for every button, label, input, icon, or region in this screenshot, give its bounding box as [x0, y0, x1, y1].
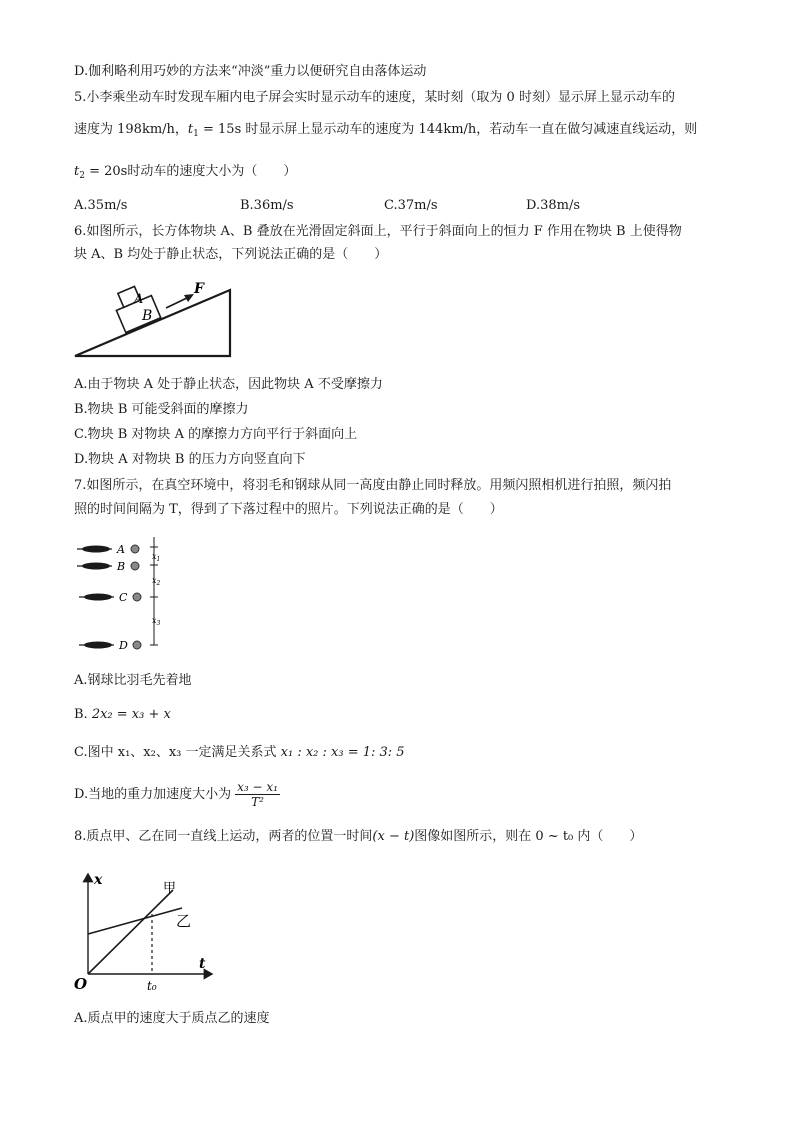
q5-t2-value: = 20s [84, 164, 128, 179]
feather-d [79, 642, 114, 649]
ball-b [131, 562, 139, 570]
q6-stem-line1: 6.如图所示，长方体物块 A、B 叠放在光滑固定斜面上，平行于斜面向上的恒力 F 作用在物块 B 上使得物 [74, 224, 682, 239]
label-d: D [119, 639, 128, 652]
incline-figure [72, 278, 242, 360]
y-axis-label: x [94, 872, 103, 888]
q5-option-d: D.38m/s [526, 198, 581, 213]
q6-option-c: C.物块 B 对物块 A 的摩擦力方向平行于斜面向上 [74, 427, 358, 442]
block-a-label: A [134, 292, 144, 307]
q7-option-c [74, 744, 405, 762]
line-jia-label: 甲 [163, 881, 177, 896]
label-x1: $x_1$ [152, 552, 161, 563]
q8-stem [74, 828, 642, 846]
line-jia [88, 890, 173, 974]
q7-option-c-formula: x₁ : x₂ : x₃ = 1: 3: 5 [280, 745, 405, 760]
force-f-label: F [194, 281, 204, 297]
q5-stem-part: 时动车的速度大小为（ ） [127, 164, 297, 179]
q5-option-b: B.36m/s [240, 198, 294, 213]
q6-option-a: A.由于物块 A 处于静止状态，因此物块 A 不受摩擦力 [74, 377, 383, 392]
line-yi [88, 908, 182, 934]
q5-t1-symbol: t [187, 122, 194, 137]
feather-c [79, 594, 114, 601]
q7-option-d [74, 780, 280, 810]
x-axis-label: t [199, 956, 206, 972]
block-b-label: B [142, 308, 153, 324]
strobe-figure [72, 532, 182, 657]
q7-option-b-formula: 2x₂ = x₃ + x [91, 707, 171, 722]
q5-stem-line1: 5.小李乘坐动车时发现车厢内电子屏会实时显示动车的速度，某时刻（取为 0 时刻）显示屏上显示动车的 [74, 90, 675, 105]
gravity-fraction [235, 780, 280, 809]
q5-t2-symbol: t [74, 164, 80, 179]
q5-stem-line3 [74, 163, 296, 185]
origin-label: O [74, 975, 88, 993]
label-c: C [119, 591, 128, 604]
label-b: B [117, 560, 126, 573]
q5-t1-value: = 15s [198, 122, 242, 137]
feather-b [77, 563, 112, 570]
q5-t1-subscript: 1 [193, 129, 199, 139]
q5-t2-subscript: 2 [79, 171, 85, 181]
fraction-denominator: T² [251, 795, 264, 809]
q8-option-a: A.质点甲的速度大于质点乙的速度 [74, 1011, 270, 1026]
q4-option-d: D.伽利略利用巧妙的方法来“冲淡”重力以便研究自由落体运动 [74, 64, 427, 79]
q7-stem-line2: 照的时间间隔为 T，得到了下落过程中的照片。下列说法正确的是（ ） [74, 502, 503, 517]
q6-option-d: D.物块 A 对物块 B 的压力方向竖直向下 [74, 452, 306, 467]
q5-stem-part: 速度为 198km/h， [74, 122, 188, 137]
label-x3: $x_3$ [152, 616, 161, 627]
feather-a [77, 546, 112, 553]
label-a: A [117, 543, 125, 556]
q5-stem-part: 时显示屏上显示动车的速度为 144km/h，若动车一直在做匀减速直线运动，则 [241, 122, 698, 137]
q5-option-c: C.37m/s [384, 198, 438, 213]
q6-stem-line2: 块 A、B 均处于静止状态，下列说法正确的是（ ） [74, 247, 388, 262]
q8-stem-paren: (x − t) [372, 829, 415, 844]
q5-option-a: A.35m/s [74, 198, 128, 213]
q7-option-c-prefix: C.图中 x₁、x₂、x₃ 一定满足关系式 [74, 745, 277, 760]
q8-stem-part: 8.质点甲、乙在同一直线上运动，两者的位置一时间 [74, 829, 373, 844]
q7-option-b-prefix: B. [74, 707, 88, 722]
q7-stem-line1: 7.如图所示，在真空环境中，将羽毛和钢球从同一高度由静止同时释放。用频闪照相机进行拍照，频闪拍 [74, 478, 672, 493]
ball-d [133, 641, 141, 649]
q7-option-b [74, 706, 171, 724]
label-x2: $x_2$ [152, 576, 161, 587]
q8-stem-end: 图像如图所示，则在 0 ~ t₀ 内（ ） [414, 829, 643, 844]
ball-c [133, 593, 141, 601]
xt-graph [72, 868, 222, 996]
q5-stem-line2 [74, 121, 697, 143]
q6-option-b: B.物块 B 可能受斜面的摩擦力 [74, 402, 249, 417]
q7-option-d-prefix: D.当地的重力加速度大小为 [74, 787, 232, 802]
ball-a [131, 545, 139, 553]
q7-option-a: A.钢球比羽毛先着地 [74, 673, 192, 688]
fraction-numerator: x₃ − x₁ [237, 780, 278, 794]
t0-label: t₀ [147, 979, 157, 993]
line-yi-label: 乙 [176, 912, 192, 930]
